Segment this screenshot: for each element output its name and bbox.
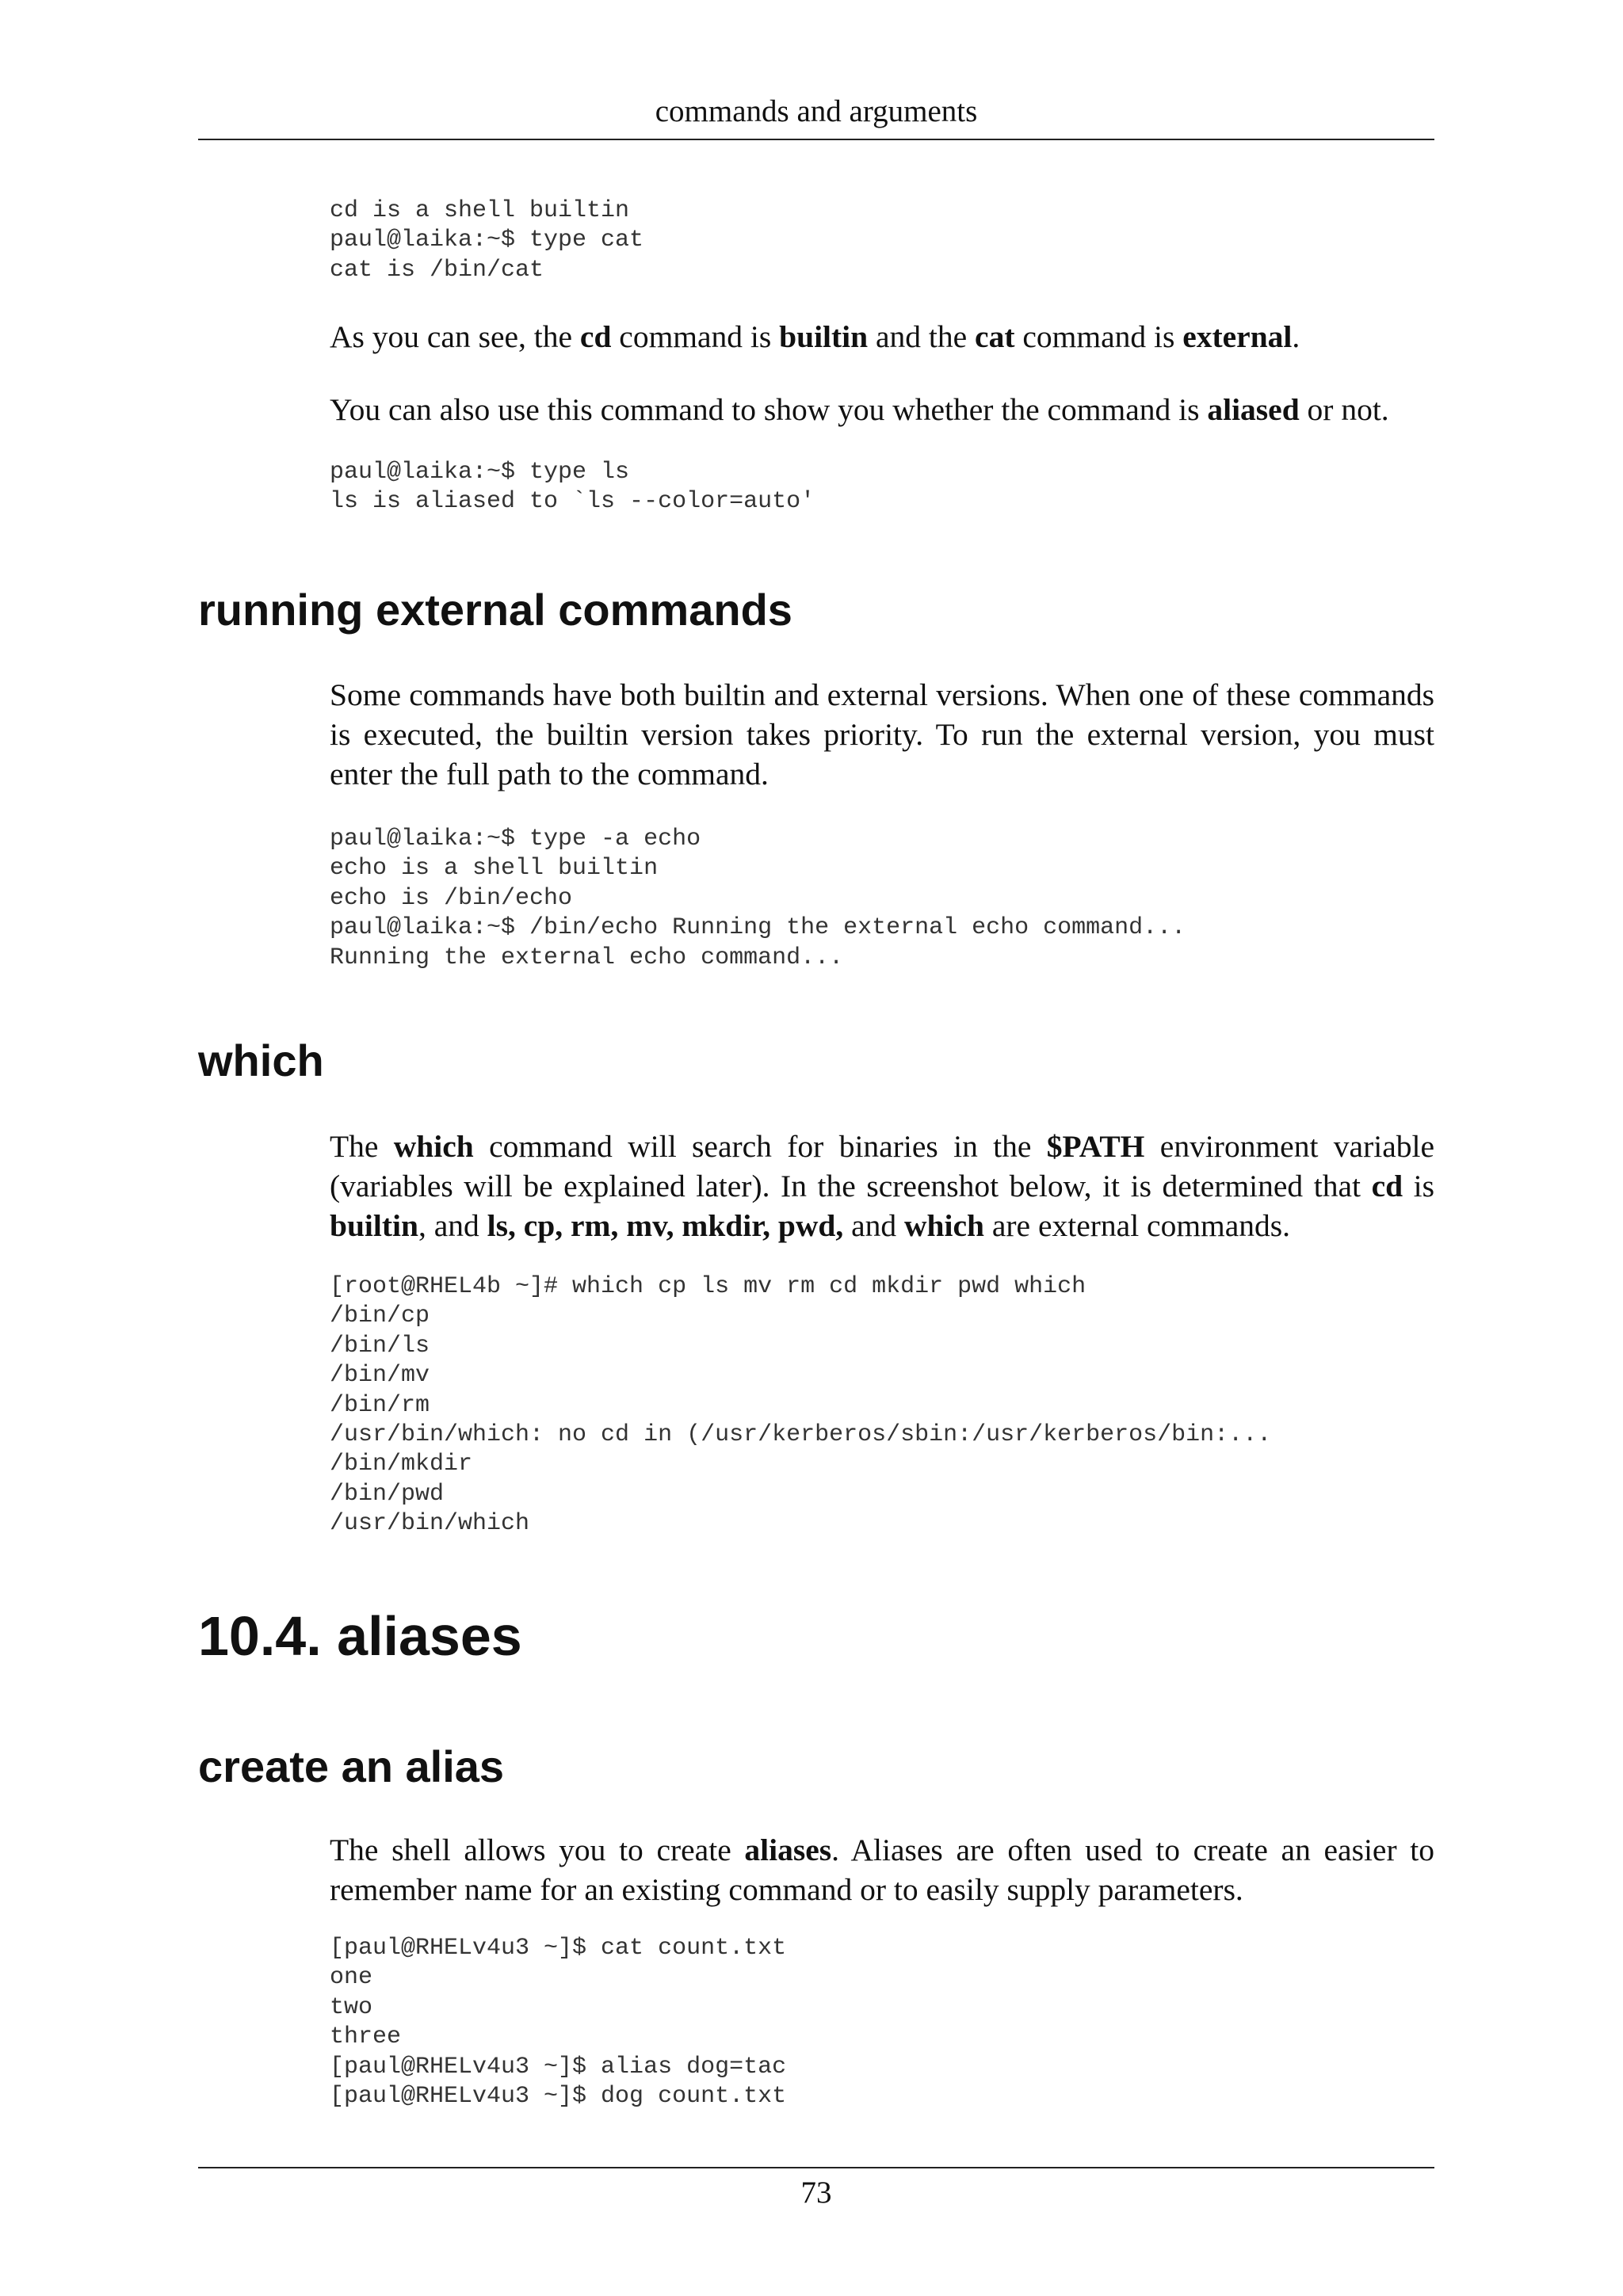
code-block-alias: [paul@RHELv4u3 ~]$ cat count.txt one two three [paul@RHELv4u3 ~]$ alias dog=tac [paul@RHELv4u3 ~]$ dog count.txt: [330, 1935, 787, 2111]
footer-rule: [198, 2167, 1434, 2168]
page-number: 73: [800, 2176, 832, 2210]
heading-which: which: [198, 1035, 324, 1085]
paragraph-which: The which command will search for binaries in the $PATH environment variable (variables will be explained later). In the screenshot below, it is determined that cd is builtin, and ls, cp, rm, mv, mkdir, pwd, and which are external commands.: [330, 1129, 1434, 1243]
chapter-heading-aliases: 10.4. aliases: [198, 1605, 522, 1667]
heading-running-external-commands: running external commands: [198, 585, 792, 635]
paragraph-create-alias: The shell allows you to create aliases. Aliases are often used to create an easier to remember name for an existing command or to easily supply parameters.: [330, 1833, 1434, 1907]
running-header: commands and arguments: [655, 94, 978, 128]
heading-create-an-alias: create an alias: [198, 1741, 505, 1791]
code-block-echo: paul@laika:~$ type -a echo echo is a shell builtin echo is /bin/echo paul@laika:~$ /bin/echo Running the external echo command... Running the external echo command...: [330, 826, 1186, 971]
paragraph-builtin-external: As you can see, the cd command is builtin and the cat command is external.: [330, 319, 1300, 354]
header-rule: [198, 139, 1434, 140]
paragraph-aliased: You can also use this command to show you whether the command is aliased or not.: [330, 392, 1389, 427]
code-block-type-ls: paul@laika:~$ type ls ls is aliased to `ls --color=auto': [330, 459, 815, 516]
paragraph-running-external: Some commands have both builtin and external versions. When one of these commands is executed, the builtin version takes priority. To run the external version, you must enter the full path to the command.: [330, 677, 1434, 791]
code-block-type-cd: cd is a shell builtin paul@laika:~$ type cat cat is /bin/cat: [330, 197, 644, 284]
code-block-which: [root@RHEL4b ~]# which cp ls mv rm cd mkdir pwd which /bin/cp /bin/ls /bin/mv /bin/rm /usr/bin/which: no cd in (/usr/kerberos/sbin:/usr/kerberos/bin:... /bin/mkdir /bin/pwd /usr/bin/which: [330, 1273, 1272, 1538]
